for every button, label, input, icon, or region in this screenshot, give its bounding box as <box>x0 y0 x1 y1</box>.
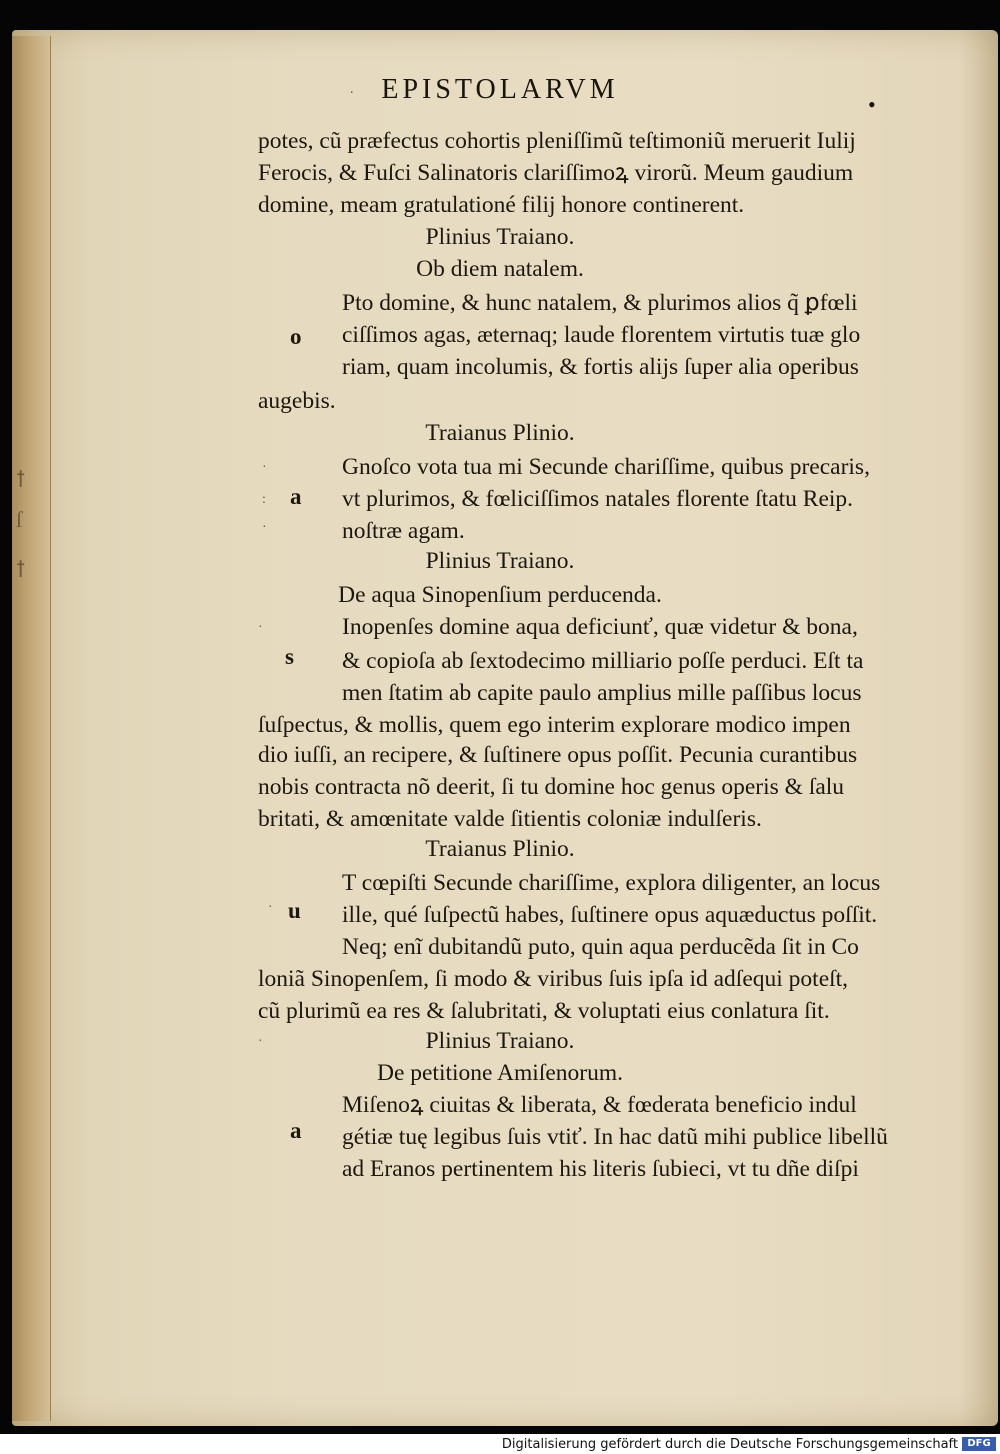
text-line: dio iuſſi, an recipere, & ſuſtinere opus poſſit. Pecunia curantibus <box>258 742 858 768</box>
section-heading: De petitione Amiſenorum. <box>376 1060 624 1086</box>
text-line: augebis. <box>258 388 336 414</box>
text-line: loniã Sinopenſem, ſi modo & viribus ſuis ipſa id adſequi poteſt, <box>258 966 849 992</box>
text-line: nobis contracta nõ deerit, ſi tu domine hoc genus operis & ſalu <box>258 774 845 800</box>
section-heading: Plinius Traiano. <box>425 1028 575 1054</box>
text-line: ciſſimos agas, æternaq; laude florentem virtutis tuæ glo <box>342 322 861 348</box>
bleed-through-mark: ſ <box>16 507 23 532</box>
text-line: Miſenoꝝ ciuitas & liberata, & fœderata beneficio indul <box>342 1092 857 1118</box>
text-line: T cœpiſti Secunde chariſſime, explora diligenter, an locus <box>342 870 881 896</box>
section-heading: Traianus Plinio. <box>425 420 575 446</box>
running-head: EPISTOLARVM <box>381 74 619 105</box>
initial-guide-letter: o <box>290 324 302 349</box>
text-line: britati, & amœnitate valde ſitientis coloniæ indulſeris. <box>258 806 762 832</box>
text-line: riam, quam incolumis, & fortis alijs ſuper alia operibus <box>342 354 859 380</box>
head-tick-mark: . <box>350 82 354 97</box>
text-line: vt plurimos, & fœliciſſimos natales florente ſtatu Reip. <box>342 486 854 512</box>
paper-speck: · <box>262 460 267 475</box>
text-line: potes, cũ præfectus cohortis pleniſſimũ teſtimoniũ meruerit Iulij <box>258 128 856 154</box>
text-line: domine, meam gratulationé filij honore continerent. <box>258 192 745 218</box>
section-heading: Plinius Traiano. <box>425 224 575 250</box>
initial-guide-letter: a <box>290 484 302 509</box>
section-heading: Plinius Traiano. <box>425 548 575 574</box>
initial-guide-letter: u <box>288 898 301 923</box>
section-heading: De aqua Sinopenſium perducenda. <box>338 582 662 608</box>
bleed-through-mark: ꝉ <box>16 557 26 582</box>
section-heading: Ob diem natalem. <box>416 256 584 282</box>
text-line: Inopenſes domine aqua deficiunť, quæ videtur & bona, <box>342 614 858 640</box>
text-line: ad Eranos pertinentem his literis ſubieci, vt tu dñe diſpi <box>342 1156 859 1182</box>
text-line: ſuſpectus, & mollis, quem ego interim explorare modico impen <box>258 712 851 738</box>
text-line: Pto domine, & hunc natalem, & plurimos alios q̃ ꝑfœli <box>342 290 858 316</box>
paper-speck: · <box>258 620 263 635</box>
paper-speck: : <box>262 492 266 507</box>
bleed-through-mark: ꝉ <box>16 467 26 492</box>
initial-guide-letter: a <box>290 1118 302 1143</box>
paper-speck: · <box>262 520 267 535</box>
text-line: gétiæ tuę legibus ſuis vtiť. In hac datũ mihi publice libellũ <box>342 1124 888 1150</box>
paper-speck: · <box>268 900 273 915</box>
initial-guide-letter: s <box>285 644 294 669</box>
text-line: men ſtatim ab capite paulo amplius mille paſſibus locus <box>342 680 862 706</box>
paper-speck: · <box>258 1034 263 1049</box>
text-line: Ferocis, & Fuſci Salinatoris clariſſimoꝝ virorũ. Meum gaudium <box>258 160 854 186</box>
dfg-logo: DFG <box>962 1437 996 1451</box>
text-line: cũ plurimũ ea res & ſalubritati, & voluptati eius conlatura ſit. <box>258 998 830 1024</box>
section-heading: Traianus Plinio. <box>425 836 575 862</box>
footer-credit: Digitalisierung gefördert durch die Deutsche Forschungsgemeinschaft <box>501 1437 958 1452</box>
text-line: & copioſa ab ſextodecimo milliario poſſe perduci. Eſt ta <box>342 648 864 674</box>
text-line: ille, qué ſuſpectũ habes, ſuſtinere opus aquæductus poſſit. <box>342 902 878 928</box>
text-line: Neq; enĩ dubitandũ puto, quin aqua perducẽda ſit in Co <box>342 934 859 960</box>
text-line: Gnoſco vota tua mi Secunde chariſſime, quibus precaris, <box>342 454 870 480</box>
head-dot-mark: • <box>868 92 876 117</box>
text-line: noſtræ agam. <box>342 518 465 544</box>
